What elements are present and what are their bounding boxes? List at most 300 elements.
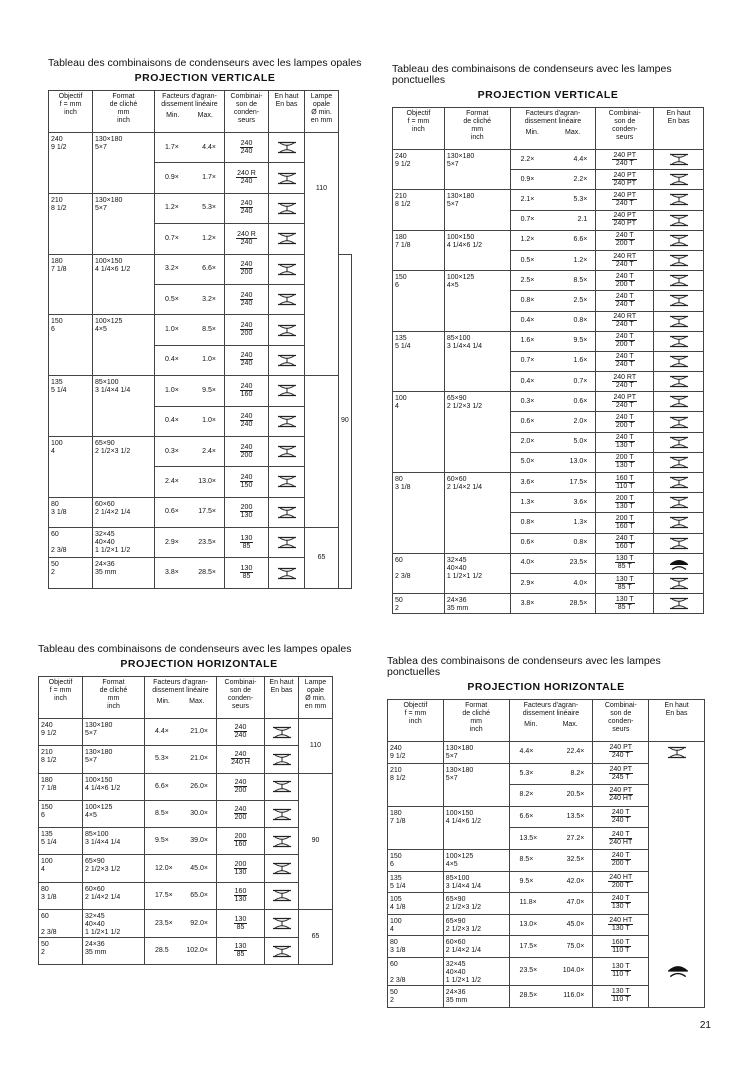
facteurs-cell <box>145 773 217 800</box>
condenser-bottom: 240 <box>240 208 253 216</box>
factor-min: 5.0× <box>520 458 535 466</box>
factor-min: 0.5× <box>520 256 535 264</box>
condenser-position-icon <box>272 780 292 793</box>
condenser-bottom: 85 T <box>617 563 632 571</box>
factor-max: 3.2× <box>202 295 216 303</box>
condenser-bottom: 110 T <box>612 971 630 979</box>
combinaison-cell <box>225 406 269 436</box>
position-cell <box>265 773 299 800</box>
facteurs-cell <box>145 746 217 773</box>
header-min-max <box>512 721 591 729</box>
condenser-position-icon <box>669 456 689 469</box>
condenser-fraction <box>234 833 248 848</box>
objectif-cell: 210 8 1/2 <box>49 193 93 254</box>
condenser-bottom: 245 T <box>611 773 630 781</box>
factor-min: 4.4× <box>519 748 534 756</box>
table-row <box>393 150 704 170</box>
objectif-cell: 100 4 <box>388 914 444 936</box>
facteurs-cell <box>510 351 596 371</box>
facteurs-cell <box>155 254 225 284</box>
condenser-top: 240 RT <box>613 373 637 381</box>
header-min-max <box>147 698 214 706</box>
objectif-cell: 80 3 1/8 <box>39 882 83 909</box>
condenser-bottom: 200 T <box>611 881 630 889</box>
combinaison-cell <box>596 150 654 170</box>
factor-max: 1.2× <box>202 234 216 242</box>
objectif-cell: 240 9 1/2 <box>393 150 445 190</box>
position-cell <box>654 170 704 190</box>
condenser-position-icon <box>277 506 297 519</box>
condenser-bottom: 85 <box>242 542 251 550</box>
condenser-top: 240 <box>240 352 253 360</box>
condenser-bottom: 130 <box>240 512 253 520</box>
position-cell <box>654 210 704 230</box>
format-cell: 60×60 2 1/4×2 1/4 <box>83 882 145 909</box>
facteurs-cell <box>145 719 217 746</box>
condenser-top: 240 T <box>611 895 630 903</box>
combinaison-cell <box>593 871 649 893</box>
combinaison-cell <box>596 573 654 593</box>
table-row <box>39 746 333 773</box>
factor-max: 17.5× <box>198 508 216 516</box>
facteurs-cell <box>145 882 217 909</box>
format-cell: 100×125 4×5 <box>93 315 155 376</box>
facteurs-values <box>512 770 591 778</box>
facteurs-cell <box>510 493 596 513</box>
condenser-bottom: 160 <box>234 841 247 849</box>
position-cell <box>654 533 704 553</box>
condenser-top: 240 <box>240 291 253 299</box>
table-title: Tableau des combinaisons de condenseurs avec les lampes opales <box>38 643 352 655</box>
factor-max: 4.4× <box>202 143 216 151</box>
combinaison-cell <box>596 351 654 371</box>
combinaison-cell <box>593 957 649 985</box>
condenser-position-icon <box>669 173 689 186</box>
table-row <box>39 910 333 938</box>
combinaison-cell <box>596 533 654 553</box>
condenser-fraction <box>236 231 257 246</box>
facteurs-values <box>147 837 214 845</box>
factor-min: 0.6× <box>520 418 535 426</box>
condenser-fraction <box>615 495 635 510</box>
condenser-top: 240 T <box>615 535 634 543</box>
facteurs-values <box>157 356 222 364</box>
objectif-cell: 135 5 1/4 <box>388 871 444 893</box>
format-cell: 130×180 5×7 <box>444 150 510 190</box>
lampe-cell: 110 <box>305 133 339 376</box>
format-cell: 100×125 4×5 <box>83 800 145 827</box>
factor-min: 2.1× <box>520 195 535 203</box>
position-cell <box>654 291 704 311</box>
position-cell <box>265 828 299 855</box>
combinaison-cell <box>225 558 269 588</box>
facteurs-values <box>512 748 591 756</box>
condenser-fraction <box>615 353 635 368</box>
combinaison-cell <box>593 849 649 871</box>
condenser-position-icon <box>272 835 292 848</box>
combinaison-cell <box>593 893 649 915</box>
condenser-bottom: 110 T <box>616 482 634 490</box>
factor-min: 11.8× <box>519 899 537 907</box>
factor-min: 0.9× <box>165 174 179 182</box>
condenser-top: 240 R <box>237 230 256 238</box>
condenser-fraction <box>609 744 634 759</box>
facteurs-values <box>512 791 591 799</box>
condenser-top: 240 <box>240 382 253 390</box>
position-cell <box>269 467 305 497</box>
condenser-top: 130 T <box>615 595 634 603</box>
facteurs-cell <box>155 133 225 163</box>
condenser-bottom: 240 T <box>615 159 634 167</box>
table-row <box>393 230 704 250</box>
position-cell <box>265 746 299 773</box>
condenser-position-icon <box>669 436 689 449</box>
format-cell: 65×90 2 1/2×3 1/2 <box>443 914 509 936</box>
position-cell <box>654 311 704 331</box>
factor-max: 75.0× <box>566 942 585 950</box>
factor-max: 26.0× <box>190 782 208 790</box>
combinaison-cell <box>225 345 269 375</box>
objectif-cell: 240 9 1/2 <box>39 719 83 746</box>
condenser-fraction <box>609 766 634 781</box>
condenser-position-icon <box>669 516 689 529</box>
factor-min: 8.5× <box>519 856 534 864</box>
position-cell <box>269 436 305 466</box>
facteurs-cell <box>145 828 217 855</box>
factor-max: 28.5× <box>569 599 588 607</box>
condenser-bottom: 240 T <box>611 752 630 760</box>
combinaison-cell <box>596 392 654 412</box>
factor-min: 23.5× <box>519 967 538 975</box>
condenser-top: 240 <box>240 261 253 269</box>
factor-min: 0.7× <box>520 357 535 365</box>
condenser-position-icon <box>277 354 297 367</box>
condenser-position-icon <box>669 335 689 348</box>
condenser-fraction <box>609 787 634 802</box>
condenser-fraction <box>611 988 631 1003</box>
format-cell: 85×100 3 1/4×4 1/4 <box>443 871 509 893</box>
condenser-fraction <box>615 273 635 288</box>
table-subtitle: PROJECTION HORIZONTALE <box>467 681 625 693</box>
facteurs-values <box>147 865 214 873</box>
header-row <box>49 91 352 133</box>
format-cell: 24×36 35 mm <box>93 558 155 588</box>
facteurs-cell <box>510 311 596 331</box>
factor-min: 8.5× <box>155 810 169 818</box>
combinaison-cell <box>596 493 654 513</box>
condenser-bottom: 85 T <box>617 603 632 611</box>
condenser-position-icon <box>669 315 689 328</box>
factor-max: 32.5× <box>566 856 585 864</box>
factor-min: 4.0× <box>520 559 535 567</box>
facteurs-cell <box>510 250 596 270</box>
lampe-cell: 90 <box>339 254 352 588</box>
facteurs-cell <box>510 291 596 311</box>
condenser-top: 240 PT <box>613 171 637 179</box>
facteurs-cell <box>510 553 596 573</box>
condenser-fraction <box>612 253 637 268</box>
header-objectif: Objectif f = mm inch <box>49 91 93 133</box>
facteurs-cell <box>509 871 593 893</box>
facteurs-values <box>513 398 594 406</box>
facteurs-values <box>147 810 214 818</box>
position-cell <box>269 376 305 406</box>
condenser-bottom: 200 T <box>611 860 630 868</box>
factor-max: 22.4× <box>566 748 585 756</box>
header-objectif: Objectif f = mm inch <box>388 700 444 742</box>
factor-min: 23.5× <box>155 919 173 927</box>
objectif-cell: 180 7 1/8 <box>39 773 83 800</box>
position-cell <box>269 254 305 284</box>
condenser-fraction <box>240 474 254 489</box>
condenser-position-icon <box>277 172 297 185</box>
condenser-position-icon <box>272 945 292 958</box>
factor-min: 17.5× <box>155 891 173 899</box>
format-cell: 65×90 2 1/2×3 1/2 <box>444 392 510 473</box>
condenser-position-icon <box>277 324 297 337</box>
condenser-top: 130 T <box>615 555 634 563</box>
condenser-top: 240 T <box>615 333 634 341</box>
facteurs-values <box>157 174 222 182</box>
factor-min: 0.4× <box>520 377 535 385</box>
condenser-top: 240 RT <box>613 252 637 260</box>
table-title: Tableau des combinaisons de condenseurs avec les lampes opales <box>48 57 362 69</box>
factor-max: 9.5× <box>573 337 588 345</box>
objectif-cell: 135 5 1/4 <box>49 376 93 437</box>
condenser-fraction <box>234 861 248 876</box>
condenser-table <box>387 699 705 1008</box>
objectif-cell: 180 7 1/8 <box>393 230 445 270</box>
factor-min: 2.9× <box>520 579 535 587</box>
condenser-position-icon <box>277 293 297 306</box>
facteurs-cell <box>509 936 593 958</box>
objectif-cell: 150 6 <box>49 315 93 376</box>
factor-max: 102.0× <box>186 947 208 955</box>
table-row <box>39 855 333 882</box>
condenser-fraction <box>612 394 637 409</box>
condenser-position-icon <box>669 496 689 509</box>
condenser-position-icon <box>272 808 292 821</box>
position-cell <box>654 230 704 250</box>
factor-max: 104.0× <box>562 967 585 975</box>
factor-max: 0.8× <box>573 539 588 547</box>
table-row <box>393 553 704 573</box>
combinaison-cell <box>225 284 269 314</box>
condenser-top: 240 PT <box>613 191 637 199</box>
header-min: Min. <box>524 721 538 728</box>
condenser-fraction <box>612 172 637 187</box>
lampe-cell: 65 <box>305 528 339 589</box>
condenser-bottom: 150 <box>240 481 253 489</box>
position-cell <box>269 284 305 314</box>
condenser-fraction <box>240 535 254 550</box>
position-cell <box>654 150 704 170</box>
factor-max: 5.0× <box>573 438 588 446</box>
position-cell <box>265 910 299 938</box>
facteurs-cell <box>510 190 596 210</box>
combinaison-cell <box>596 412 654 432</box>
facteurs-cell <box>155 315 225 345</box>
facteurs-values <box>513 357 594 365</box>
objectif-cell: 100 4 <box>39 855 83 882</box>
facteurs-cell <box>145 938 217 965</box>
condenser-fraction <box>611 963 631 978</box>
facteurs-values <box>513 519 594 527</box>
factor-min: 2.5× <box>520 276 535 284</box>
condenser-top: 240 <box>234 724 247 732</box>
table-row <box>39 882 333 909</box>
condenser-dome-icon <box>667 962 689 978</box>
facteurs-values <box>513 580 594 588</box>
facteurs-cell <box>155 467 225 497</box>
condenser-top: 240 T <box>615 272 634 280</box>
facteurs-values <box>512 899 591 907</box>
factor-max: 2.4× <box>202 447 216 455</box>
condenser-bottom: 85 <box>236 923 245 931</box>
factor-min: 9.5× <box>519 877 534 885</box>
header-max: Max. <box>189 698 205 705</box>
format-cell: 130×180 5×7 <box>93 193 155 254</box>
facteurs-values <box>513 236 594 244</box>
condenser-bottom: 240 T <box>611 817 630 825</box>
position-cell <box>654 190 704 210</box>
condenser-fraction <box>240 140 254 155</box>
condenser-top: 240 RT <box>613 313 637 321</box>
format-cell: 85×100 3 1/4×4 1/4 <box>93 376 155 437</box>
position-cell <box>654 553 704 573</box>
format-cell: 24×36 35 mm <box>444 594 510 614</box>
condenser-top: 160 T <box>615 474 634 482</box>
factor-min: 28.5× <box>519 992 538 1000</box>
combinaison-cell <box>225 163 269 193</box>
condenser-bottom: 240 T <box>615 199 634 207</box>
position-cell <box>269 193 305 223</box>
condenser-top: 240 PT <box>609 787 633 795</box>
factor-max: 9.5× <box>202 386 216 394</box>
condenser-top: 240 <box>240 413 253 421</box>
condenser-fraction <box>234 916 248 931</box>
header-facteurs-label: Facteurs d'agran- dissement linéaire <box>152 679 209 694</box>
condenser-fraction <box>615 293 635 308</box>
facteurs-cell <box>510 513 596 533</box>
factor-max: 45.0× <box>190 864 208 872</box>
header-facteurs <box>155 91 225 133</box>
condenser-top: 240 <box>240 139 253 147</box>
facteurs-cell <box>510 170 596 190</box>
table-subtitle: PROJECTION VERTICALE <box>477 89 619 101</box>
table-block-opales-horizontale <box>38 644 360 965</box>
position-cell <box>654 594 704 614</box>
condenser-top: 200 T <box>615 454 634 462</box>
combinaison-cell <box>596 190 654 210</box>
format-cell: 32×45 40×40 1 1/2×1 1/2 <box>444 553 510 593</box>
factor-max: 1.3× <box>573 518 588 526</box>
header-format: Format de cliché mm inch <box>93 91 155 133</box>
factor-max: 1.6× <box>573 357 588 365</box>
position-cell <box>654 573 704 593</box>
position-cell <box>269 133 305 163</box>
format-cell: 60×60 2 1/4×2 1/4 <box>444 473 510 554</box>
condenser-top: 240 HT <box>609 917 633 925</box>
objectif-cell: 80 3 1/8 <box>393 473 445 554</box>
factor-min: 2.2× <box>520 155 535 163</box>
header-min: Min. <box>166 112 180 119</box>
position-cell <box>649 742 705 1008</box>
factor-min: 3.8× <box>520 599 535 607</box>
combinaison-cell <box>225 254 269 284</box>
header-min: Min. <box>156 698 170 705</box>
condenser-top: 240 PT <box>613 212 637 220</box>
format-cell: 130×180 5×7 <box>444 190 510 230</box>
header-position: En haut En bas <box>649 700 705 742</box>
facteurs-cell <box>155 284 225 314</box>
format-cell: 100×150 4 1/4×6 1/2 <box>443 806 509 849</box>
header-combinaison: Combinai- son de conden- seurs <box>217 677 265 719</box>
condenser-bottom: 240 T <box>615 401 634 409</box>
header-objectif: Objectif f = mm inch <box>39 677 83 719</box>
condenser-position-icon <box>272 862 292 875</box>
condenser-top: 240 T <box>615 353 634 361</box>
facteurs-values <box>513 438 594 446</box>
header-combinaison: Combinai- son de conden- seurs <box>593 700 649 742</box>
format-cell: 60×60 2 1/4×2 1/4 <box>443 936 509 958</box>
condenser-bottom: 240 HT <box>609 838 633 846</box>
facteurs-values <box>512 921 591 929</box>
facteurs-cell <box>510 331 596 351</box>
factor-min: 0.7× <box>520 216 535 224</box>
factor-max: 30.0× <box>190 810 208 818</box>
condenser-bottom: 85 T <box>617 583 632 591</box>
header-facteurs <box>509 700 593 742</box>
factor-max: 1.0× <box>202 417 216 425</box>
factor-max: 6.6× <box>202 265 216 273</box>
combinaison-cell <box>217 719 265 746</box>
objectif-cell: 50 2 <box>49 558 93 588</box>
combinaison-cell <box>225 224 269 254</box>
condenser-position-icon <box>277 263 297 276</box>
factor-min: 5.3× <box>155 755 169 763</box>
combinaison-cell <box>593 985 649 1007</box>
condenser-position-icon <box>669 254 689 267</box>
condenser-fraction <box>608 917 633 932</box>
condenser-bottom: 200 <box>240 330 253 338</box>
factor-max: 45.0× <box>566 921 585 929</box>
facteurs-values <box>513 458 594 466</box>
format-cell: 130×180 5×7 <box>93 133 155 194</box>
condenser-fraction <box>615 434 635 449</box>
condenser-top: 240 <box>240 473 253 481</box>
condenser-bottom: 130 T <box>615 462 634 470</box>
factor-max: 1.2× <box>573 256 588 264</box>
condenser-bottom: 240 <box>240 147 253 155</box>
position-cell <box>269 406 305 436</box>
table-subtitle: PROJECTION VERTICALE <box>134 72 276 84</box>
condenser-table <box>48 90 352 589</box>
condenser-top: 240 PT <box>609 744 633 752</box>
position-cell <box>269 558 305 588</box>
condenser-bottom: 240 HT <box>609 795 633 803</box>
table-row <box>388 742 705 764</box>
position-cell <box>654 372 704 392</box>
position-cell <box>269 528 305 558</box>
facteurs-values <box>513 196 594 204</box>
facteurs-cell <box>155 436 225 466</box>
condenser-top: 240 R <box>237 170 256 178</box>
facteurs-cell <box>509 828 593 850</box>
factor-max: 2.5× <box>573 296 588 304</box>
condenser-position-icon <box>669 395 689 408</box>
facteurs-values <box>512 878 591 886</box>
